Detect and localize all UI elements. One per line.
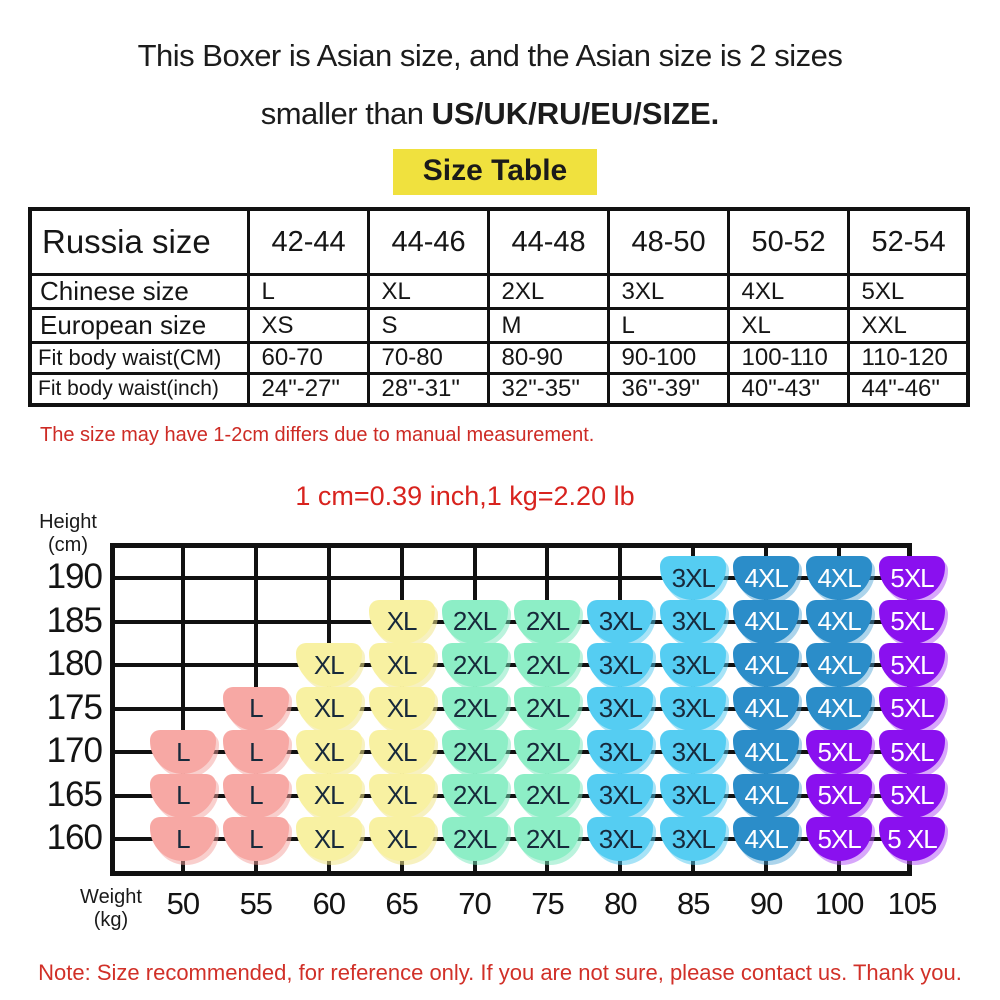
size-badge-xl: XL: [369, 774, 435, 818]
size-table-cell: 42-44: [248, 209, 368, 275]
size-badge-xl: XL: [296, 730, 362, 774]
size-badge-4xl: 4XL: [733, 687, 799, 731]
size-table-cell: 44-48: [488, 209, 608, 275]
x-tick-label: 100: [814, 886, 864, 921]
size-badge-2xl: 2XL: [514, 817, 580, 861]
size-table-cell: M: [488, 309, 608, 343]
size-badge-2xl: 2XL: [514, 600, 580, 644]
size-badge-l: L: [223, 687, 289, 731]
y-tick-label: 190: [46, 557, 102, 596]
size-table-cell: XS: [248, 309, 368, 343]
y-axis-title: [28, 511, 108, 557]
size-badge-5xl: 5XL: [879, 643, 945, 687]
size-table-cell: 50-52: [728, 209, 848, 275]
size-table-heading: Size Table: [393, 149, 598, 195]
size-table-cell: 3XL: [608, 275, 728, 309]
size-table-row: [30, 343, 968, 374]
size-table-cell: 2XL: [488, 275, 608, 309]
x-tick-label: 75: [531, 886, 564, 921]
size-table-cell: S: [368, 309, 488, 343]
size-badge-xl: XL: [296, 687, 362, 731]
size-badge-xl: XL: [369, 730, 435, 774]
x-tick-label: 70: [458, 886, 491, 921]
size-table-cell: 70-80: [368, 343, 488, 374]
measurement-note: The size may have 1-2cm differs due to manual measurement.: [40, 424, 595, 446]
size-table-cell: 44"-46": [848, 374, 968, 406]
size-badge-3xl: 3XL: [587, 774, 653, 818]
size-badge-3xl: 3XL: [660, 556, 726, 600]
x-axis-title: [71, 886, 151, 932]
size-badge-2xl: 2XL: [514, 730, 580, 774]
size-badge-2xl: 2XL: [514, 774, 580, 818]
y-tick-label: 180: [46, 644, 102, 683]
size-badge-xl: XL: [369, 817, 435, 861]
size-table-row-label: Chinese size: [30, 275, 248, 309]
size-table-row-label: European size: [30, 309, 248, 343]
size-badge-xl: XL: [296, 774, 362, 818]
size-badge-2xl: 2XL: [514, 643, 580, 687]
size-table-row: [30, 309, 968, 343]
size-badge-l: L: [223, 817, 289, 861]
size-badge-3xl: 3XL: [587, 730, 653, 774]
size-badge-xl: XL: [369, 687, 435, 731]
size-table-row-label: Russia size: [30, 209, 248, 275]
size-table: [28, 207, 970, 407]
size-table-row: [30, 209, 968, 275]
x-tick-label: 65: [385, 886, 418, 921]
size-table-cell: 5XL: [848, 275, 968, 309]
size-badge-4xl: 4XL: [733, 600, 799, 644]
size-table-cell: 44-46: [368, 209, 488, 275]
size-table-cell: 40"-43": [728, 374, 848, 406]
size-badge-3xl: 3XL: [660, 817, 726, 861]
x-tick-label: 90: [749, 886, 783, 921]
size-badge-3xl: 3XL: [660, 643, 726, 687]
size-table-cell: XL: [368, 275, 488, 309]
size-table-cell: 110-120: [848, 343, 968, 374]
size-badge-4xl: 4XL: [733, 730, 799, 774]
size-badge-3xl: 3XL: [660, 774, 726, 818]
size-chart-grid: [110, 543, 937, 876]
size-table-cell: L: [248, 275, 368, 309]
size-badge-5xl: 5XL: [806, 730, 872, 774]
size-badge-xl: XL: [369, 600, 435, 644]
size-badge-3xl: 3XL: [660, 687, 726, 731]
size-badge-5xl: 5XL: [879, 556, 945, 600]
y-tick-label: 170: [46, 731, 102, 770]
size-badge-2xl: 2XL: [442, 643, 508, 687]
size-table-cell: 80-90: [488, 343, 608, 374]
x-tick-label: 55: [239, 886, 273, 921]
bottom-note: Note: Size recommended, for reference only. If you are not sure, please contact us. Thank you.: [38, 960, 962, 985]
size-badge-4xl: 4XL: [733, 556, 799, 600]
size-badge-4xl: 4XL: [806, 687, 872, 731]
size-badge-4xl: 4XL: [806, 556, 872, 600]
size-badge-xl: XL: [369, 643, 435, 687]
title-line-1: This Boxer is Asian size, and the Asian size is 2 sizes: [137, 38, 843, 73]
x-axis-title-line2: (kg): [93, 909, 129, 931]
x-axis-title-line1: Weight: [80, 886, 142, 908]
size-badge-2xl: 2XL: [442, 687, 508, 731]
y-axis-title-line2: (cm): [48, 534, 88, 556]
size-badge-5xl: 5XL: [879, 774, 945, 818]
size-badge-l: L: [150, 774, 216, 818]
size-table-cell: 32"-35": [488, 374, 608, 406]
size-badge-3xl: 3XL: [660, 600, 726, 644]
x-tick-label: 50: [166, 886, 200, 921]
size-badge-xl: XL: [296, 643, 362, 687]
x-tick-label: 80: [604, 886, 637, 921]
size-table-cell: 52-54: [848, 209, 968, 275]
size-badge-4xl: 4XL: [806, 600, 872, 644]
size-badge-4xl: 4XL: [806, 643, 872, 687]
size-table-row-label: Fit body waist(inch): [30, 374, 248, 406]
size-table-row: [30, 275, 968, 309]
title-line-2-bold: US/UK/RU/EU/SIZE.: [431, 96, 720, 131]
size-badge-3xl: 3XL: [587, 687, 653, 731]
size-badge-5xl: 5XL: [879, 600, 945, 644]
size-badge-3xl: 3XL: [587, 600, 653, 644]
y-axis-title-line1: Height: [39, 511, 97, 533]
size-badge-l: L: [150, 730, 216, 774]
size-table-row: [30, 374, 968, 406]
size-badge-l: L: [223, 730, 289, 774]
size-table-cell: 100-110: [728, 343, 848, 374]
size-table-cell: 28"-31": [368, 374, 488, 406]
size-badge-xl: XL: [296, 817, 362, 861]
size-badge-5xl: 5XL: [879, 730, 945, 774]
size-table-cell: XL: [728, 309, 848, 343]
size-table-cell: XXL: [848, 309, 968, 343]
size-table-cell: 4XL: [728, 275, 848, 309]
y-tick-label: 160: [46, 818, 102, 857]
size-table-cell: 90-100: [608, 343, 728, 374]
size-badge-2xl: 2XL: [514, 687, 580, 731]
size-badge-5xl: 5XL: [806, 774, 872, 818]
size-table-row-label: Fit body waist(CM): [30, 343, 248, 374]
x-tick-label: 85: [677, 886, 710, 921]
size-table-cell: 60-70: [248, 343, 368, 374]
y-tick-label: 175: [46, 687, 102, 727]
size-badge-l: L: [223, 774, 289, 818]
size-table-cell: 24"-27": [248, 374, 368, 406]
size-badge-4xl: 4XL: [733, 774, 799, 818]
conversion-note: 1 cm=0.39 inch,1 kg=2.20 lb: [295, 481, 635, 511]
size-badge-4xl: 4XL: [733, 817, 799, 861]
y-tick-label: 165: [46, 774, 102, 814]
size-badge-l: L: [150, 817, 216, 861]
size-badge-3xl: 3XL: [587, 817, 653, 861]
size-badge-5xl: 5 XL: [879, 817, 945, 861]
title-line-2-regular: smaller than: [260, 96, 432, 131]
size-badge-2xl: 2XL: [442, 774, 508, 818]
size-table-cell: 48-50: [608, 209, 728, 275]
size-table-cell: 36"-39": [608, 374, 728, 406]
y-tick-label: 185: [46, 600, 102, 640]
title-line-2: [0, 96, 980, 132]
size-badge-5xl: 5XL: [879, 687, 945, 731]
size-badge-3xl: 3XL: [660, 730, 726, 774]
x-tick-label: 60: [312, 886, 345, 921]
size-badge-4xl: 4XL: [733, 643, 799, 687]
size-badge-5xl: 5XL: [806, 817, 872, 861]
size-table-cell: L: [608, 309, 728, 343]
size-badge-2xl: 2XL: [442, 817, 508, 861]
x-tick-label: 105: [887, 886, 937, 921]
size-badge-2xl: 2XL: [442, 730, 508, 774]
size-table-heading-wrap: [0, 149, 990, 195]
size-badge-2xl: 2XL: [442, 600, 508, 644]
size-badge-3xl: 3XL: [587, 643, 653, 687]
